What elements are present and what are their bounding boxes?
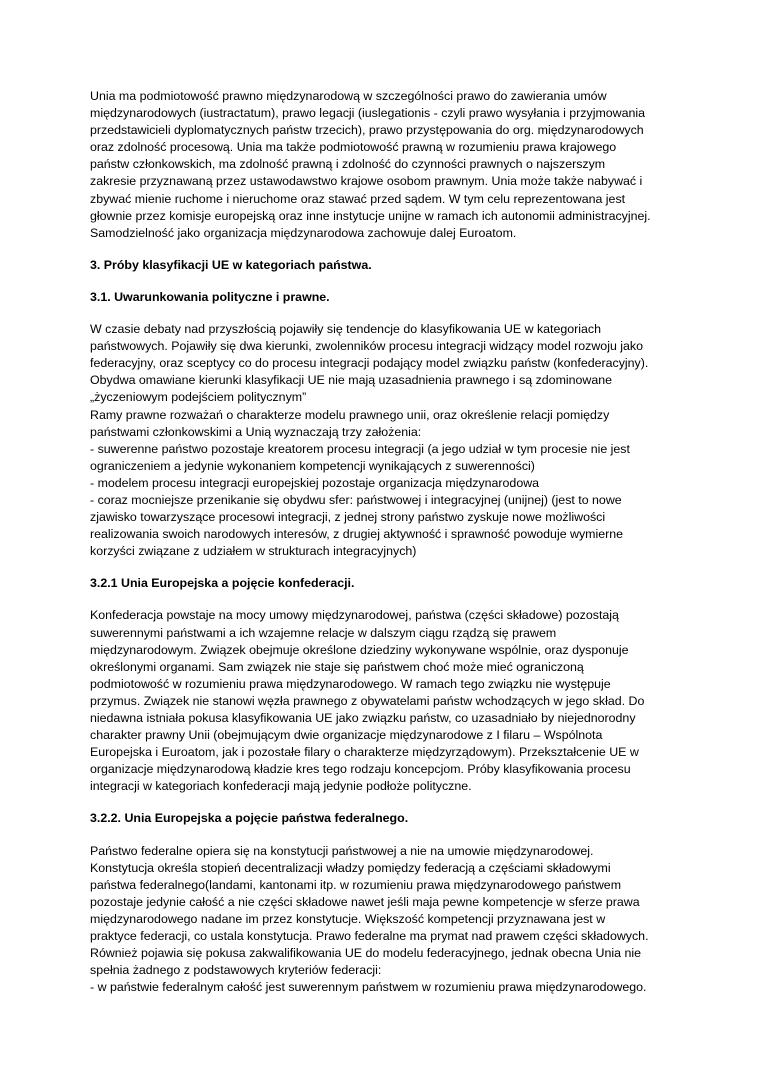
- text-line: ograniczeniem a jedynie wykonaniem kompetencji wynikających z suwerenności): [90, 458, 535, 473]
- intro-paragraph: [90, 88, 702, 242]
- text-line: „życzeniowym podejściem politycznym”: [90, 390, 307, 405]
- text-line: Unia ma podmiotowość prawno międzynarodową w szczególności prawo do zawierania umów: [90, 89, 607, 103]
- text-line: spełnia żadnego z podstawowych kryteriów federacji:: [90, 963, 382, 978]
- text-line: przedstawicieli dyplomatycznych państw trzecich), prawo przystępowania do org. międzynarodowych: [90, 123, 644, 138]
- text-line: W czasie debaty nad przyszłością pojawiły się tendencje do klasyfikowania UE w kategoriach: [90, 322, 602, 337]
- text-line: korzyści związane z udziałem w strukturach integracyjnych): [90, 544, 417, 559]
- text-line: praktyce federacji, co ustala konstytucja. Prawo federalne ma prymat nad prawem części składowych.: [90, 929, 649, 944]
- text-line: - w państwie federalnym całość jest suwerennym państwem w rozumieniu prawa międzynarodowego.: [90, 980, 647, 995]
- text-line: - coraz mocniejsze przenikanie się obydwu sfer: państwowej i integracyjnej (unijnej) (jest to nowe: [90, 492, 622, 507]
- text-line: - suwerenne państwo pozostaje kreatorem procesu integracji (a jego udział w tym procesie nie jest: [90, 441, 630, 456]
- text-line: Obydwa omawiane kierunki klasyfikacji UE nie mają uzasadnienia prawnego i są zdominowane: [90, 373, 613, 388]
- text-line: integracji w kategoriach konfederacji mają jedynie podłoże polityczne.: [90, 779, 472, 794]
- text-line: zbywać mienie ruchome i nieruchome oraz stawać przed sądem. W tym celu reprezentowana jest: [90, 191, 626, 206]
- section-3-1-paragraph: [90, 321, 702, 560]
- section-heading-3-1: 3.1. Uwarunkowania polityczne i prawne.: [90, 289, 330, 304]
- section-heading-3: 3. Próby klasyfikacji UE w kategoriach państwa.: [90, 257, 372, 272]
- section-3-2-1-paragraph: [90, 607, 702, 795]
- text-line: oraz zdolność procesową. Unia ma także podmiotowość prawną w rozumieniu prawa krajowego: [90, 140, 617, 155]
- text-line: międzynarodowym. Związek obejmuje określone dziedziny wykonywane wspólnie, oraz dysponuje: [90, 642, 629, 657]
- text-line: państwa federalnego(landami, kantonami itp. w rozumieniu prawa międzynarodowego państwem: [90, 877, 622, 892]
- text-line: Europejska i Euroatom, jak i pozostałe filary o charakterze międzyrządowym). Przekształcenie UE w: [90, 745, 639, 760]
- text-line: - modelem procesu integracji europejskiej pozostaje organizacja międzynarodowa: [90, 475, 540, 490]
- text-line: Konfederacja powstaje na mocy umowy międzynarodowej, państwa (części składowe) pozostają: [90, 608, 619, 623]
- section-heading-3-2-1: 3.2.1 Unia Europejska a pojęcie konfederacji.: [90, 576, 355, 591]
- text-line: Samodzielność jako organizacja międzynarodowa zachowuje dalej Euroatom.: [90, 225, 517, 240]
- text-line: określonymi organami. Sam związek nie staje się państwem choć może mieć ograniczoną: [90, 659, 584, 674]
- text-line: międzynarodowych (iustractatum), prawo legacji (iuslegationis - czyli prawo wysyłania i przyjmowania: [90, 106, 646, 121]
- text-line: podmiotowość w rozumieniu prawa międzynarodowego. W ramach tego związku nie występuje: [90, 676, 611, 691]
- text-line: charakter prawny Unii (obejmującym dwie organizacje międzynarodowe z I filaru – Wspólnota: [90, 728, 603, 743]
- text-line: zakresie przyznawaną przez ustawodawstwo krajowe osobom prawnym. Unia może także nabywać i: [90, 174, 643, 189]
- text-line: Państwo federalne opiera się na konstytucji państwowej a nie na umowie międzynarodowej.: [90, 843, 594, 858]
- text-line: Konstytucja określa stopień decentralizacji władzy pomiędzy federacją a częściami składowymi: [90, 860, 611, 875]
- text-line: organizacje międzynarodową kładzie kres tego rodzaju koncepcjom. Próby klasyfikowania procesu: [90, 762, 631, 777]
- text-line: Również pojawia się pokusa zakwalifikowania UE do modelu federacyjnego, jednak obecna Unia nie: [90, 946, 642, 961]
- text-line: państwami członkowskimi a Unią wyznaczają trzy założenia:: [90, 424, 422, 439]
- text-line: suwerennymi państwami a ich wzajemne relacje w dalszym ciągu rządzą się prawem: [90, 625, 557, 640]
- text-line: zjawisko towarzyszące procesowi integracji, z jednej strony państwo zyskuje nowe możliwości: [90, 510, 606, 525]
- text-line: państw członkowskich, ma zdolność prawną i zdolność do czynności prawnych o najszerszym: [90, 157, 606, 172]
- text-line: pozostaje jedynie całość a nie części składowe nawet jeśli maja pewne kompetencje w sferze prawa: [90, 894, 640, 909]
- text-line: przymus. Związek nie stanowi węzła prawnego z obywatelami państw wchodzących w jego skład. Do: [90, 693, 645, 708]
- section-heading-3-2-2: 3.2.2. Unia Europejska a pojęcie państwa federalnego.: [90, 811, 409, 826]
- section-3-2-2-paragraph: [90, 843, 702, 997]
- text-line: głownie przez komisje europejską oraz inne instytucje unijne w ramach ich autonomii administracyjnej.: [90, 208, 651, 223]
- text-line: realizowania swoich narodowych interesów, z drugiej aktywność i sprawność powoduje wymierne: [90, 527, 624, 542]
- text-line: międzynarodowego nadane im przez konstytucje. Większość kompetencji przyznawana jest w: [90, 911, 606, 926]
- text-line: federacyjny, oraz sceptycy co do procesu integracji podający model związku państw (konfederacyjny).: [90, 356, 649, 371]
- text-line: Ramy prawne rozważań o charakterze modelu prawnego unii, oraz określenie relacji pomiędzy: [90, 407, 610, 422]
- text-line: państwowych. Pojawiły się dwa kierunki, zwolenników procesu integracji widzący model rozwoju jako: [90, 339, 644, 354]
- text-line: niedawna istniała pokusa klasyfikowania UE jako związku państw, co uzasadniało by niejednorodny: [90, 711, 636, 725]
